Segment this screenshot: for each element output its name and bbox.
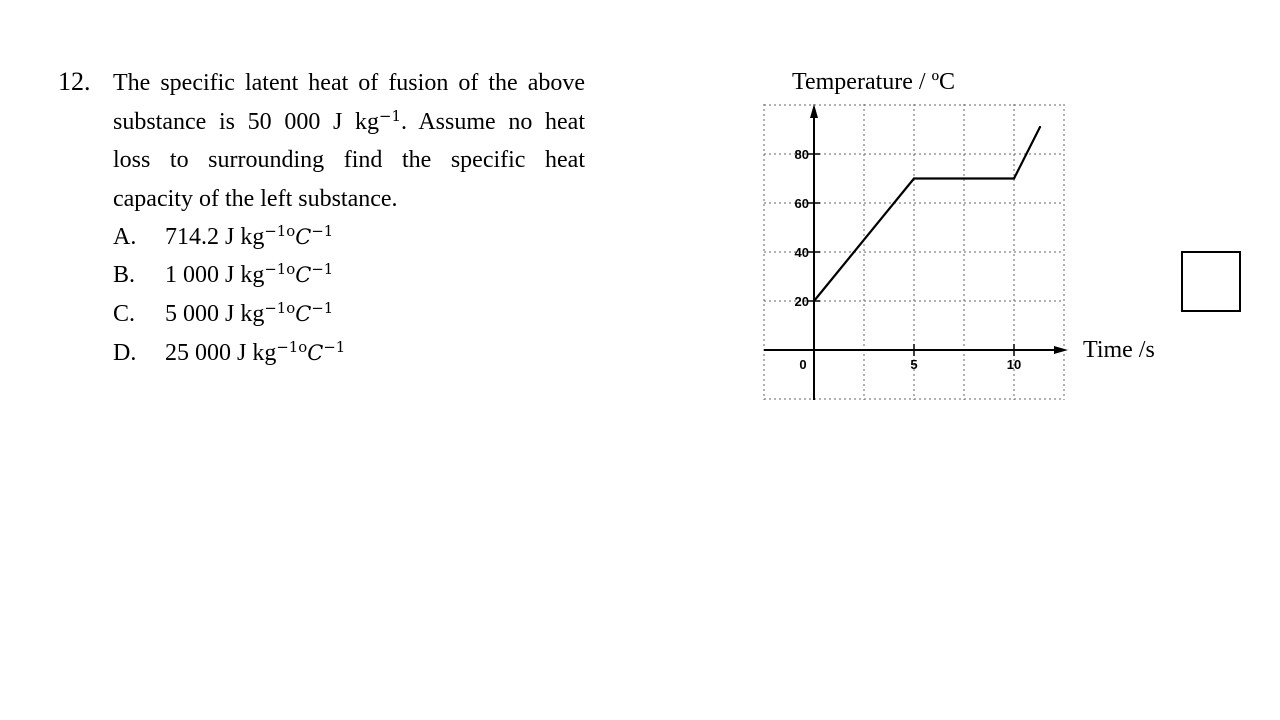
- option-a-unit: C: [295, 225, 312, 249]
- y-tick-label-20: 20: [794, 294, 809, 309]
- option-b-letter: B.: [113, 262, 136, 288]
- option-a-value: 714.2 J kg: [165, 224, 265, 250]
- answer-box[interactable]: [1181, 251, 1241, 312]
- y-tick-label-60: 60: [794, 196, 809, 211]
- option-d-exp2: −1: [323, 337, 346, 356]
- y-tick-label-80: 80: [794, 147, 809, 162]
- option-d-deg: o: [298, 337, 308, 356]
- x-tick-label-10: 10: [1006, 357, 1022, 372]
- option-b-value: 1 000 J kg: [165, 262, 265, 288]
- chart-x-label: Time /s: [1083, 337, 1155, 363]
- option-b-deg: o: [286, 259, 296, 278]
- option-a-letter: A.: [113, 224, 137, 250]
- question-line-2-a: substance is 50 000 J kg: [113, 108, 380, 135]
- chart-y-label: Temperature / ºC: [792, 69, 956, 95]
- option-c-letter: C.: [113, 301, 136, 327]
- series-0-point-1: [913, 177, 915, 179]
- chart-ticks: [795, 147, 1022, 372]
- question-number: 12.: [58, 67, 91, 96]
- question-line-1: The specific latent heat of fusion of the above: [113, 70, 585, 96]
- option-b-exp2: −1: [311, 259, 334, 278]
- question-line-2-exp: −1: [379, 106, 401, 125]
- x-axis-arrow: [1054, 346, 1068, 354]
- option-a-exp1: −1: [264, 221, 287, 240]
- option-d-exp1: −1: [276, 337, 299, 356]
- series-0-point-2: [1013, 177, 1015, 179]
- option-d-unit: C: [307, 341, 324, 365]
- series-0-segment-0: [814, 179, 914, 302]
- chart-series: [813, 126, 1041, 302]
- question-line-2-b: . Assume no heat: [400, 108, 585, 135]
- y-tick-label-40: 40: [794, 245, 809, 260]
- series-0-point-3: [1039, 126, 1041, 128]
- series-0-point-0: [813, 300, 815, 302]
- option-c-deg: o: [286, 298, 296, 317]
- option-c-value: 5 000 J kg: [165, 301, 265, 327]
- option-d-letter: D.: [113, 340, 137, 366]
- option-b-unit: C: [295, 263, 312, 287]
- y-axis-arrow: [810, 104, 818, 118]
- x-tick-label-0: 0: [799, 357, 807, 372]
- series-0-segment-2: [1014, 127, 1040, 178]
- x-tick-label-5: 5: [910, 357, 918, 372]
- question-line-4: capacity of the left substance.: [113, 186, 398, 213]
- option-c-exp1: −1: [264, 298, 287, 317]
- option-a-exp2: −1: [311, 221, 334, 240]
- option-a-deg: o: [286, 221, 296, 240]
- option-c-exp2: −1: [311, 298, 334, 317]
- question-line-3: loss to surrounding find the specific heat: [113, 147, 585, 174]
- option-d-value: 25 000 J kg: [165, 340, 277, 366]
- option-c-unit: C: [295, 302, 312, 326]
- option-b-exp1: −1: [264, 259, 287, 278]
